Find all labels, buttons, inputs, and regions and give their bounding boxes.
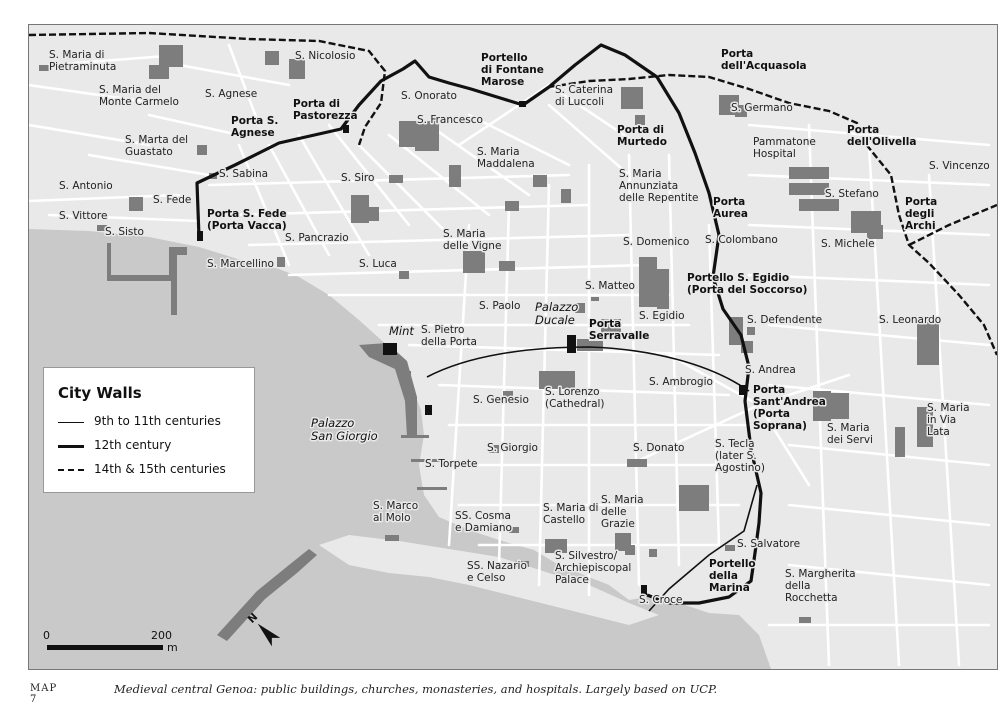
map-label-s-onorato: S. Onorato	[401, 90, 457, 102]
map-label-s-leonardo: S. Leonardo	[879, 314, 942, 326]
map-label-porta-serravalle: Porta Serravalle	[589, 318, 650, 342]
map-label-s-pietro-della-porta: S. Pietro della Porta	[421, 324, 477, 348]
building	[399, 271, 409, 279]
north-arrow-icon	[244, 610, 280, 646]
map-label-s-fede: S. Fede	[153, 194, 192, 206]
map-label-s-sisto: S. Sisto	[105, 226, 144, 238]
building	[895, 427, 905, 457]
map-label-s-maria-maddalena: S. Maria Maddalena	[477, 146, 535, 170]
map-label-porta-aurea: Porta Aurea	[713, 196, 748, 220]
map-label-pammatone-hospital: Pammatone Hospital	[753, 136, 816, 160]
map-frame	[28, 24, 998, 670]
building	[639, 257, 657, 307]
map-label-porta-degli-archi: Porta degli Archi	[905, 196, 938, 232]
building	[415, 137, 439, 151]
legend-title: City Walls	[58, 384, 142, 402]
building	[627, 459, 647, 467]
map-label-s-torpete: S. Torpete	[425, 458, 478, 470]
legend-label: 9th to 11th centuries	[94, 414, 221, 428]
map-label-s-paolo: S. Paolo	[479, 300, 521, 312]
map-label-s-maria-dei-servi: S. Maria dei Servi	[827, 422, 873, 446]
gate-marker	[343, 125, 349, 133]
building	[925, 343, 939, 365]
building	[533, 175, 547, 187]
map-label-s-marta-del-guastato: S. Marta del Guastato	[125, 134, 189, 158]
map-label-ss-cosma-e-damiano: SS. Cosma e Damiano	[455, 510, 512, 534]
caption-number: MAP 7	[30, 683, 58, 705]
building	[449, 165, 461, 187]
map-label-porta-dell-olivella: Porta dell'Olivella	[847, 124, 917, 148]
map-label-s-croce: S. Croce	[639, 594, 683, 606]
map-label-s-maria-in-via-lata: S. Maria in Via Lata	[927, 402, 970, 438]
map-label-s-egidio: S. Egidio	[639, 310, 685, 322]
map-label-s-maria-delle-grazie: S. Maria delle Grazie	[601, 494, 644, 530]
building	[621, 87, 643, 109]
legend	[43, 367, 255, 493]
building	[289, 59, 305, 79]
building	[265, 51, 279, 65]
scale-unit-label: m	[167, 641, 178, 654]
map-label-s-genesio: S. Genesio	[473, 394, 529, 406]
scale-min-label: 0	[43, 629, 50, 642]
gate-marker	[519, 101, 526, 107]
building	[657, 269, 669, 309]
pier	[217, 549, 317, 641]
map-label-s-tecla: S. Tecla (later S. Agostino)	[715, 438, 765, 474]
scale-max-label: 200	[151, 629, 172, 642]
map-label-s-lorenzo: S. Lorenzo (Cathedral)	[545, 386, 605, 410]
map-label-s-donato: S. Donato	[633, 442, 685, 454]
building	[649, 549, 657, 557]
pier	[417, 487, 447, 490]
map-label-s-agnese: S. Agnese	[205, 88, 258, 100]
map-label-s-maria-annunziata: S. Maria Annunziata delle Repentite	[619, 168, 699, 204]
map-label-s-giorgio: S. Giorgio	[487, 442, 538, 454]
building	[725, 545, 735, 551]
legend-label: 12th century	[94, 438, 172, 452]
building	[39, 65, 49, 71]
map-label-s-stefano: S. Stefano	[825, 188, 879, 200]
building	[693, 495, 709, 509]
map-label-s-matteo: S. Matteo	[585, 280, 635, 292]
map-label-s-maria-di-castello: S. Maria di Castello	[543, 502, 599, 526]
map-label-porta-di-pastorezza: Porta di Pastorezza	[293, 98, 358, 122]
map-label-s-marcellino: S. Marcellino	[207, 258, 274, 270]
building	[389, 175, 403, 183]
building	[159, 45, 183, 67]
building	[499, 261, 515, 271]
map-label-s-silvestro: S. Silvestro/ Archiepiscopal Palace	[555, 550, 632, 586]
map-label-s-domenico: S. Domenico	[623, 236, 690, 248]
gate-marker	[383, 343, 397, 355]
map-canvas	[29, 25, 997, 669]
map-label-s-margherita: S. Margherita della Rocchetta	[785, 568, 856, 604]
building	[625, 545, 635, 555]
building	[197, 145, 207, 155]
map-label-s-vittore: S. Vittore	[59, 210, 108, 222]
gate-marker	[425, 405, 432, 415]
map-label-s-pancrazio: S. Pancrazio	[285, 232, 349, 244]
building	[505, 201, 519, 211]
map-label-porta-s-agnese: Porta S. Agnese	[231, 115, 279, 139]
map-label-s-defendente: S. Defendente	[747, 314, 823, 326]
map-label-portello-della-marina: Portello della Marina	[709, 558, 756, 594]
map-label-s-michele: S. Michele	[821, 238, 875, 250]
map-label-portello-di-fontane-marose: Portello di Fontane Marose	[481, 52, 544, 88]
pier	[401, 435, 429, 438]
building	[149, 65, 169, 79]
map-label-s-francesco: S. Francesco	[417, 114, 483, 126]
gate-marker	[739, 385, 747, 395]
pier	[107, 243, 187, 315]
map-label-portello-s-egidio: Portello S. Egidio (Porta del Soccorso)	[687, 272, 808, 296]
map-label-s-salvatore: S. Salvatore	[737, 538, 801, 550]
building	[867, 225, 883, 239]
map-label-s-nicolosio: S. Nicolosio	[295, 50, 356, 62]
map-label-mint: Mint	[389, 324, 414, 338]
map-label-s-ambrogio: S. Ambrogio	[649, 376, 713, 388]
north-label: N	[245, 611, 261, 626]
map-label-s-germano: S. Germano	[731, 102, 793, 114]
map-label-s-vincenzo: S. Vincenzo	[929, 160, 990, 172]
map-label-ss-nazario-e-celso: SS. Nazario e Celso	[467, 560, 527, 584]
gate-marker	[567, 335, 576, 353]
map-label-palazzo-san-giorgio: Palazzo San Giorgio	[311, 416, 378, 443]
map-label-s-maria-del-monte-carmelo: S. Maria del Monte Carmelo	[99, 84, 179, 108]
building	[591, 297, 599, 301]
building	[561, 189, 571, 203]
map-label-s-luca: S. Luca	[359, 258, 397, 270]
building	[589, 341, 603, 351]
building	[385, 535, 399, 541]
building	[129, 197, 143, 211]
building	[747, 327, 755, 335]
building	[789, 183, 829, 195]
map-label-s-andrea: S. Andrea	[745, 364, 796, 376]
map-label-s-siro: S. Siro	[341, 172, 375, 184]
scale-bar-line	[47, 645, 163, 650]
map-label-porta-sant-andrea: Porta Sant'Andrea (Porta Soprana)	[753, 384, 826, 432]
map-label-porta-di-murtedo: Porta di Murtedo	[617, 124, 667, 148]
legend-label: 14th & 15th centuries	[94, 462, 226, 476]
map-label-s-caterina-di-luccoli: S. Caterina di Luccoli	[555, 84, 614, 108]
building	[277, 257, 285, 267]
map-label-s-maria-delle-vigne: S. Maria delle Vigne	[443, 228, 502, 252]
map-label-s-sabina: S. Sabina	[219, 168, 269, 180]
map-label-palazzo-ducale: Palazzo Ducale	[535, 300, 579, 327]
building	[789, 167, 829, 179]
map-label-s-marco-al-molo: S. Marco al Molo	[373, 500, 419, 524]
building	[463, 251, 485, 273]
map-label-s-antonio: S. Antonio	[59, 180, 113, 192]
gate-marker	[197, 231, 203, 241]
map-label-porta-dell-acquasola: Porta dell'Acquasola	[721, 48, 807, 72]
building	[799, 199, 839, 211]
map-label-s-maria-di-pietraminuta: S. Maria di Pietraminuta	[49, 49, 117, 73]
building	[799, 617, 811, 623]
building	[359, 207, 379, 221]
scale-bar	[43, 627, 193, 657]
map-label-s-colombano: S. Colombano	[705, 234, 778, 246]
building	[829, 393, 849, 419]
building	[577, 339, 589, 351]
map-label-porta-s-fede: Porta S. Fede (Porta Vacca)	[207, 208, 287, 232]
caption-text: Medieval central Genoa: public buildings, churches, monasteries, and hospitals. Largely based on UCP.	[114, 682, 718, 696]
